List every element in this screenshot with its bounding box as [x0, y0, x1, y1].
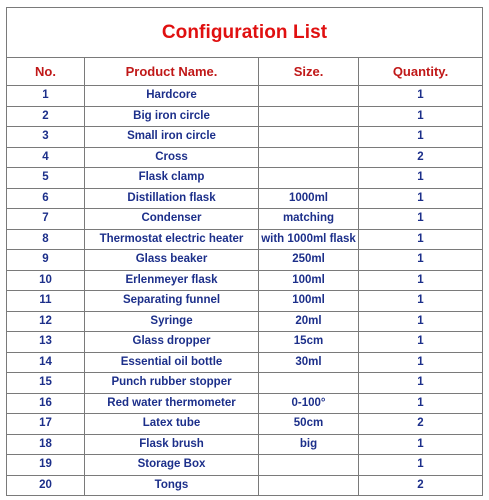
cell-no: 8	[7, 229, 85, 250]
cell-no: 4	[7, 147, 85, 168]
cell-product-name: Erlenmeyer flask	[85, 270, 259, 291]
configuration-list	[6, 7, 482, 496]
table-row	[7, 86, 483, 107]
cell-product-name: Syringe	[85, 311, 259, 332]
cell-size	[259, 127, 359, 148]
cell-quantity: 1	[359, 127, 483, 148]
cell-no: 3	[7, 127, 85, 148]
cell-product-name: Glass dropper	[85, 332, 259, 353]
cell-no: 13	[7, 332, 85, 353]
cell-no: 7	[7, 209, 85, 230]
cell-quantity: 2	[359, 475, 483, 496]
cell-size	[259, 86, 359, 107]
table-row	[7, 250, 483, 271]
cell-size: 250ml	[259, 250, 359, 271]
cell-no: 19	[7, 455, 85, 476]
cell-no: 1	[7, 86, 85, 107]
cell-quantity: 2	[359, 147, 483, 168]
cell-product-name: Tongs	[85, 475, 259, 496]
header-product-name: Product Name.	[85, 58, 259, 86]
cell-quantity: 1	[359, 332, 483, 353]
cell-quantity: 1	[359, 188, 483, 209]
cell-no: 20	[7, 475, 85, 496]
table-row	[7, 106, 483, 127]
header-row	[7, 58, 483, 86]
cell-product-name: Red water thermometer	[85, 393, 259, 414]
cell-product-name: Hardcore	[85, 86, 259, 107]
cell-quantity: 1	[359, 352, 483, 373]
cell-quantity: 1	[359, 291, 483, 312]
cell-size: 0-100°	[259, 393, 359, 414]
table-row	[7, 291, 483, 312]
cell-quantity: 2	[359, 414, 483, 435]
cell-quantity: 1	[359, 229, 483, 250]
cell-size	[259, 106, 359, 127]
cell-no: 11	[7, 291, 85, 312]
cell-product-name: Separating funnel	[85, 291, 259, 312]
table-body	[7, 86, 483, 496]
cell-quantity: 1	[359, 270, 483, 291]
cell-quantity: 1	[359, 434, 483, 455]
cell-product-name: Storage Box	[85, 455, 259, 476]
table-row	[7, 209, 483, 230]
cell-no: 6	[7, 188, 85, 209]
cell-no: 9	[7, 250, 85, 271]
title-row	[7, 8, 483, 58]
cell-product-name: Flask clamp	[85, 168, 259, 189]
header-quantity: Quantity.	[359, 58, 483, 86]
cell-no: 10	[7, 270, 85, 291]
cell-quantity: 1	[359, 250, 483, 271]
cell-size: 20ml	[259, 311, 359, 332]
table-row	[7, 311, 483, 332]
cell-size	[259, 455, 359, 476]
cell-size: 100ml	[259, 291, 359, 312]
cell-quantity: 1	[359, 393, 483, 414]
cell-product-name: Condenser	[85, 209, 259, 230]
cell-product-name: Flask brush	[85, 434, 259, 455]
cell-quantity: 1	[359, 106, 483, 127]
cell-size: matching	[259, 209, 359, 230]
cell-quantity: 1	[359, 86, 483, 107]
cell-quantity: 1	[359, 455, 483, 476]
cell-size: big	[259, 434, 359, 455]
table-row	[7, 127, 483, 148]
table-row	[7, 475, 483, 496]
cell-size: 15cm	[259, 332, 359, 353]
table-row	[7, 168, 483, 189]
cell-no: 18	[7, 434, 85, 455]
cell-size	[259, 168, 359, 189]
table-row	[7, 393, 483, 414]
cell-quantity: 1	[359, 209, 483, 230]
cell-product-name: Big iron circle	[85, 106, 259, 127]
cell-quantity: 1	[359, 168, 483, 189]
cell-product-name: Thermostat electric heater	[85, 229, 259, 250]
cell-no: 5	[7, 168, 85, 189]
cell-no: 14	[7, 352, 85, 373]
table-row	[7, 373, 483, 394]
table-row	[7, 332, 483, 353]
configuration-table	[6, 7, 483, 496]
cell-no: 16	[7, 393, 85, 414]
cell-product-name: Glass beaker	[85, 250, 259, 271]
cell-size	[259, 373, 359, 394]
cell-product-name: Latex tube	[85, 414, 259, 435]
cell-quantity: 1	[359, 311, 483, 332]
cell-product-name: Cross	[85, 147, 259, 168]
cell-size: 50cm	[259, 414, 359, 435]
cell-quantity: 1	[359, 373, 483, 394]
cell-product-name: Essential oil bottle	[85, 352, 259, 373]
cell-product-name: Punch rubber stopper	[85, 373, 259, 394]
table-row	[7, 270, 483, 291]
table-row	[7, 147, 483, 168]
cell-no: 12	[7, 311, 85, 332]
table-row	[7, 352, 483, 373]
cell-product-name: Small iron circle	[85, 127, 259, 148]
table-row	[7, 434, 483, 455]
cell-no: 15	[7, 373, 85, 394]
table-row	[7, 229, 483, 250]
table-row	[7, 414, 483, 435]
cell-no: 17	[7, 414, 85, 435]
cell-size: 1000ml	[259, 188, 359, 209]
cell-size: 100ml	[259, 270, 359, 291]
table-title: Configuration List	[7, 8, 483, 58]
cell-size: with 1000ml flask	[259, 229, 359, 250]
cell-size	[259, 475, 359, 496]
table-row	[7, 455, 483, 476]
header-no: No.	[7, 58, 85, 86]
header-size: Size.	[259, 58, 359, 86]
table-row	[7, 188, 483, 209]
cell-size: 30ml	[259, 352, 359, 373]
cell-product-name: Distillation flask	[85, 188, 259, 209]
cell-size	[259, 147, 359, 168]
cell-no: 2	[7, 106, 85, 127]
